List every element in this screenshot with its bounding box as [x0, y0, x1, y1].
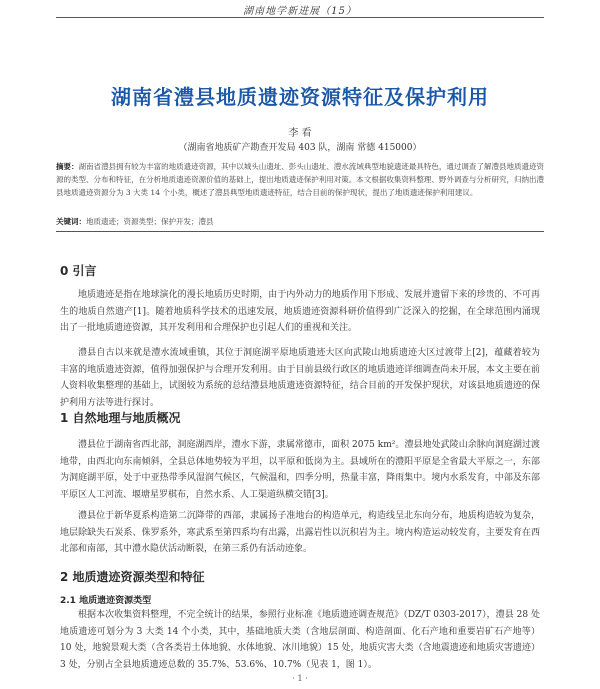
abstract-label: 摘要：	[56, 162, 79, 171]
section-heading-introduction: 0 引言	[60, 264, 97, 278]
abstract-rule	[56, 231, 544, 232]
page-number: · 1 ·	[292, 674, 308, 683]
keywords-text: 地质遗迹；资源类型；保护开发；澧县	[86, 217, 214, 226]
geography-paragraph-1: 澧县位于湖南省西北部，洞庭湖西岸，澧水下游，隶属常德市，面积 2075 km²。澧县地处武陵山余脉向洞庭湖过渡地带，由西北向东南倾斜，全县总体地势较为平坦，以平原和低岗为主。县域所在的澧阳平原是全省最大平原之一，东部为洞庭湖平原，处于中亚热带季风湿润气候区，气候温和，四季分明，热量丰富，降雨集中。境内水系发育，中部及东部平原区人工河流、堰塘星罗棋布，自然水系、人工渠道纵横交错[3]。	[60, 440, 540, 500]
abstract	[56, 160, 544, 199]
section-heading-resource-types: 2 地质遗迹资源类型和特征	[60, 570, 205, 584]
abstract-text: 湖南省澧县拥有较为丰富的地质遗迹资源，其中以城头山遗址、彭头山遗址、澧水流域典型地貌遗迹最具特色，通过调查了解澧县地质遗迹资源的类型、分布和特征，在分析地质遗迹资源价值的基础上，提出地质遗迹保护利用对策。本文根据收集资料整理、野外调查与分析研究，归纳出澧县地质遗迹资源分为 3 大类 14 个小类，概述了澧县典型地质遗迹特征，结合目前的保护现状，提出了地质遗迹保护利用建议。	[56, 162, 545, 197]
keywords	[56, 216, 544, 227]
header-rule	[56, 17, 544, 18]
intro-paragraph-1: 地质遗迹是指在地球演化的漫长地质历史时期，由于内外动力的地质作用下形成、发展并遗留下来的珍贵的、不可再生的地质自然遗产[1]。随着地质科学技术的迅速发展，地质遗迹资源科研价值得到广泛深入的挖掘，在全球范围内涌现出了一批地质遗迹资源，其开发利用和合理保护也引起人们的重视和关注。	[60, 290, 540, 333]
author-name: 李 看	[288, 128, 312, 139]
author-affiliation: （湖南省地质矿产勘查开发局 403 队，湖南 常德 415000）	[178, 143, 422, 153]
running-head: 湖南地学新进展（15）	[243, 6, 357, 17]
paper-title: 湖南省澧县地质遗迹资源特征及保护利用	[111, 85, 489, 109]
keywords-label: 关键词：	[56, 217, 86, 226]
intro-paragraph-2: 澧县自古以来就是澧水流域重镇，其位于洞庭湖平原地质遗迹大区向武陵山地质遗迹大区过渡带上[2]，蕴藏着较为丰富的地质遗迹资源，值得加强保护与合理开发利用。由于目前县级行政区的地质遗迹详细调查尚未开展，本文主要在前人资料收集整理的基础上，试图较为系统的总结澧县地质遗迹资源特征，结合目前的开发保护现状，对该县地质遗迹的保护利用方法等进行探讨。	[60, 348, 540, 408]
geography-paragraph-2: 澧县位于新华夏系构造第二沉降带的西部，隶属扬子准地台的构造单元，构造线呈北东向分布，地质构造较为复杂，地层除缺失石炭系、侏罗系外，寒武系至第四系均有出露，出露岩性以沉积岩为主。境内构造运动较发育，主要发育在西北部和南部，其中澧水隐伏活动断裂，在第三系仍有活动迹象。	[60, 511, 540, 554]
section-heading-geography: 1 自然地理与地质概况	[60, 411, 181, 425]
subsection-heading-2-1: 2.1 地质遗迹资源类型	[60, 596, 152, 606]
resource-types-paragraph-1: 根据本次收集资料整理，不完全统计的结果，参照行业标准《地质遗迹调查规范》（DZ/T 0303-2017），澧县 28 处地质遗迹可划分为 3 大类 14 个小类，其中，基础地质大类（含地层剖面、构造剖面、化石产地和重要岩矿石产地等）10 处，地貌景观大类（含各类岩土体地貌、水体地貌、冰川地貌）15 处，地质灾害大类（含地震遗迹和地质灾害遗迹）3 处，分别占全县地质遗迹总数的 35.7%、53.6%、10.7%（见表 1，图 1）。	[60, 610, 540, 670]
